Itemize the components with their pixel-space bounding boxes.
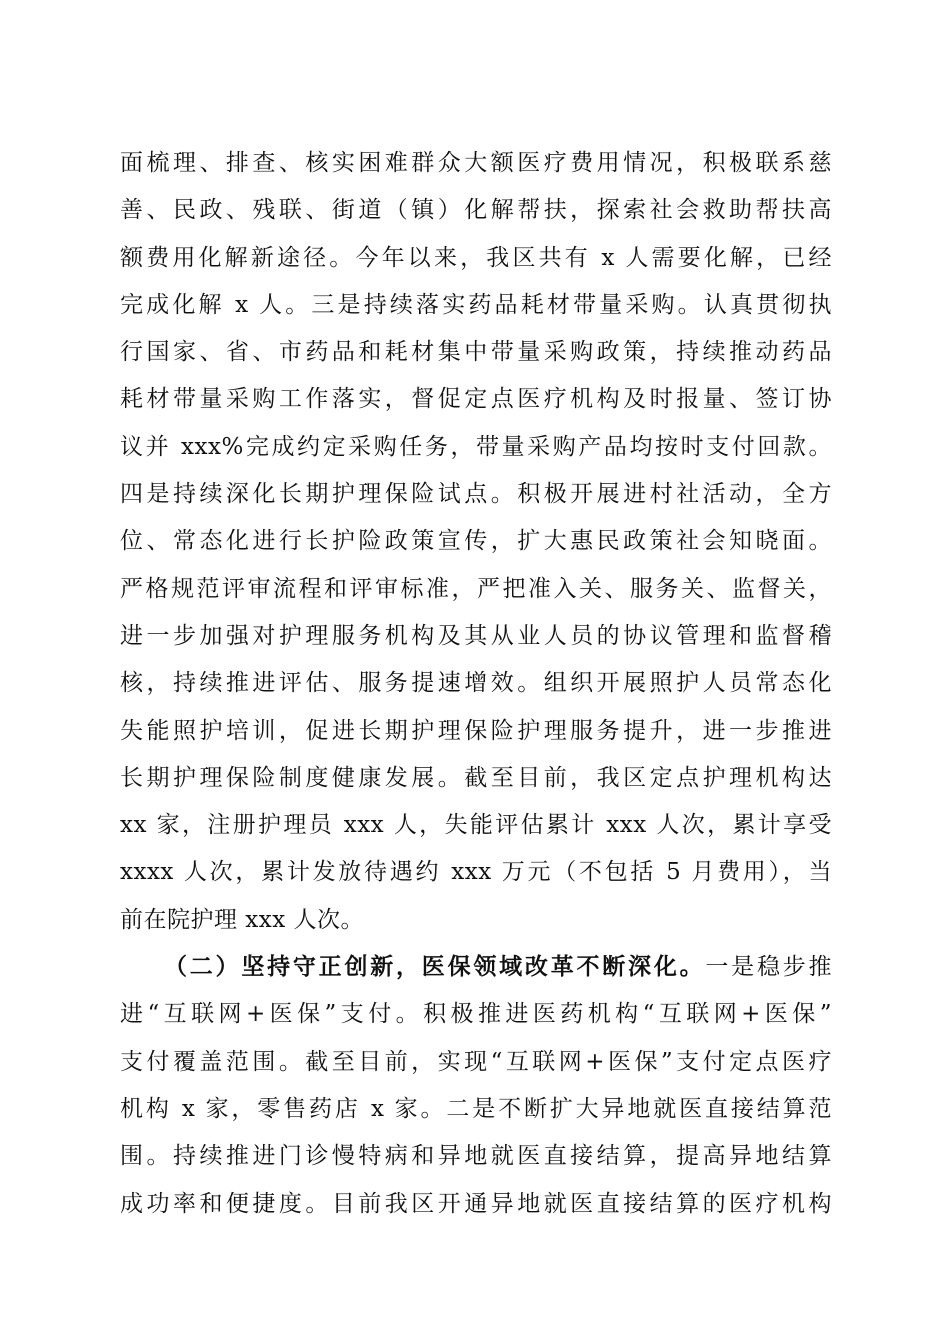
text-line: 严格规范评审流程和评审标准，严把准入关、服务关、监督关， xyxy=(120,575,832,602)
text-line xyxy=(120,944,832,991)
paragraph-1 xyxy=(120,140,832,944)
text-line: 进一步加强对护理服务机构及其从业人员的协议管理和监督稽 xyxy=(120,622,832,649)
body-text xyxy=(120,140,832,1228)
text-line: 长期护理保险制度健康发展。截至目前，我区定点护理机构达 xyxy=(120,764,832,791)
text-line: 位、常态化进行长护险政策宣传，扩大惠民政策社会知晓面。 xyxy=(120,528,832,555)
text-line: 额费用化解新途径。今年以来，我区共有 x 人需要化解，已经 xyxy=(120,244,832,271)
text-line: 善、民政、残联、街道（镇）化解帮扶，探索社会救助帮扶高 xyxy=(120,197,832,224)
text-line: 核，持续推进评估、服务提速增效。组织开展照护人员常态化 xyxy=(120,670,832,697)
text-line: 议并 xxx%完成约定采购任务，带量采购产品均按时支付回款。 xyxy=(120,433,832,460)
text-line: 四是持续深化长期护理保险试点。积极开展进村社活动，全方 xyxy=(120,481,832,508)
text-line: xxxx 人次，累计发放待遇约 xxx 万元（不包括 5 月费用），当 xyxy=(120,859,832,886)
text-line: 支付覆盖范围。截至目前，实现“互联网+医保”支付定点医疗 xyxy=(120,1048,832,1075)
text-span: 一是稳步推 xyxy=(705,954,832,981)
paragraph-2 xyxy=(120,944,832,1228)
section-heading: （二）坚持守正创新，医保领域改革不断深化。 xyxy=(164,954,706,981)
text-line: 前在院护理 xxx 人次。 xyxy=(120,906,365,933)
text-line: 机构 x 家，零售药店 x 家。二是不断扩大异地就医直接结算范 xyxy=(120,1095,832,1122)
text-line: xx 家，注册护理员 xxx 人，失能评估累计 xxx 人次，累计享受 xyxy=(120,812,832,839)
text-line: 耗材带量采购工作落实，督促定点医疗机构及时报量、签订协 xyxy=(120,386,832,413)
text-line: 失能照护培训，促进长期护理保险护理服务提升，进一步推进 xyxy=(120,717,832,744)
text-line: 进“互联网+医保”支付。积极推进医药机构“互联网+医保” xyxy=(120,1001,832,1028)
text-line: 面梳理、排查、核实困难群众大额医疗费用情况，积极联系慈 xyxy=(120,150,832,176)
text-line: 行国家、省、市药品和耗材集中带量采购政策，持续推动药品 xyxy=(120,339,832,366)
text-line: 成功率和便捷度。目前我区开通异地就医直接结算的医疗机构 xyxy=(120,1190,832,1217)
text-line: 围。持续推进门诊慢特病和异地就医直接结算，提高异地结算 xyxy=(120,1143,832,1170)
text-line: 完成化解 x 人。三是持续落实药品耗材带量采购。认真贯彻执 xyxy=(120,291,832,318)
